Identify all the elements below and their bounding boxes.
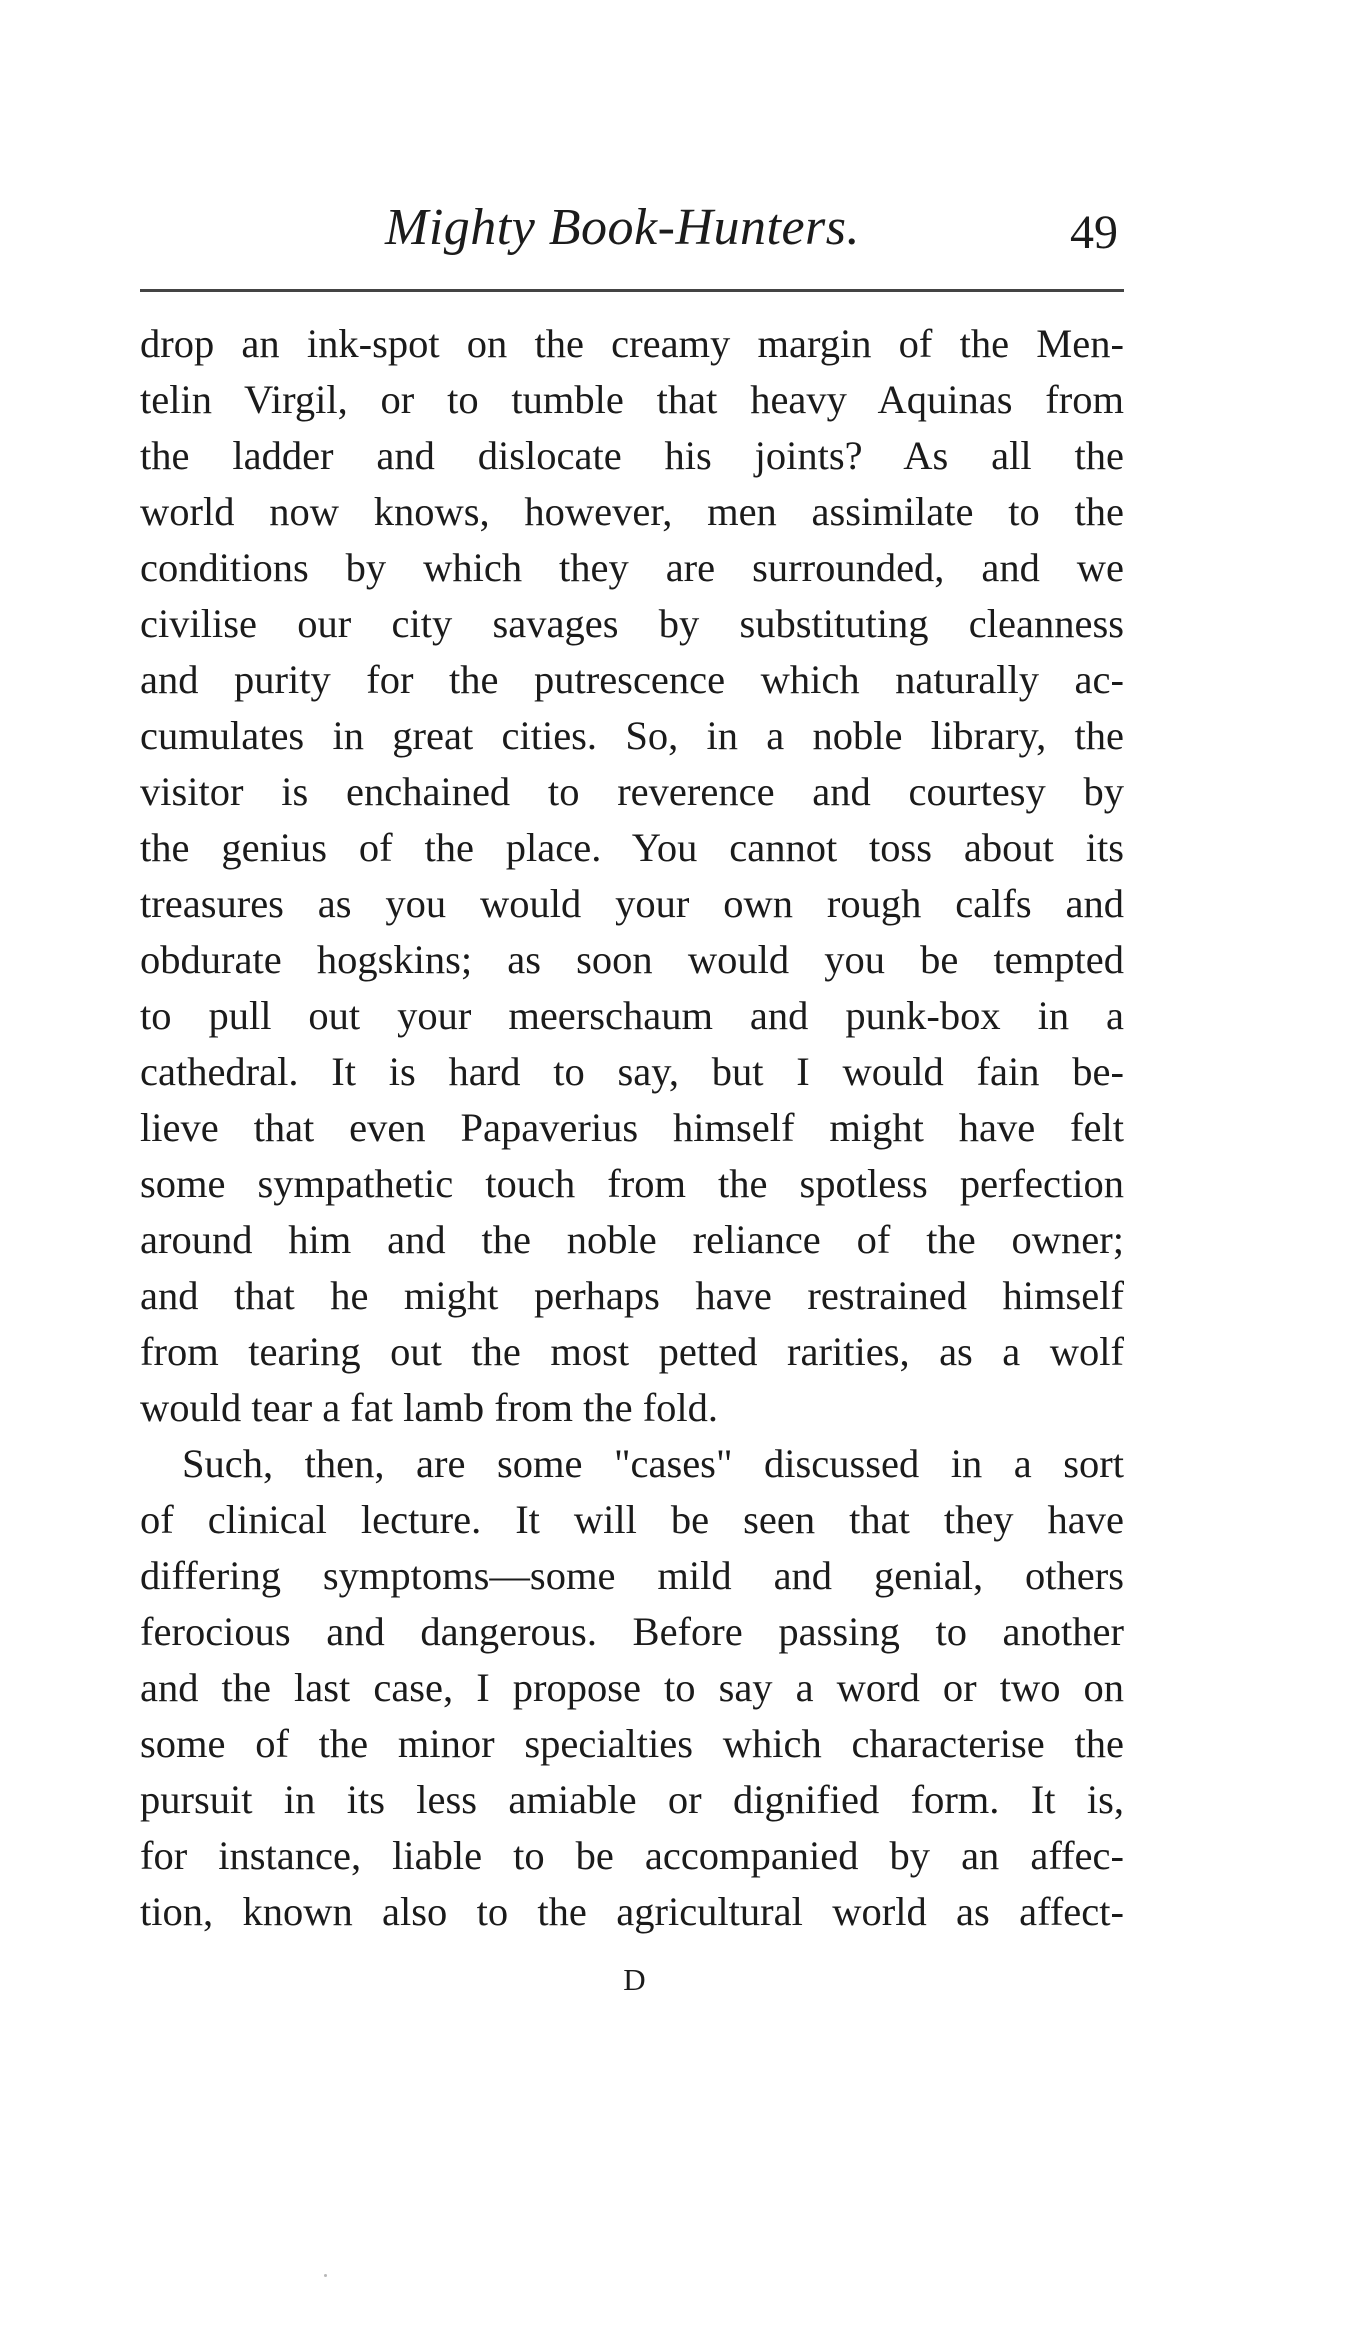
text-line: some of the minor specialties which characterise the [140,1721,1124,1766]
text-line: conditions by which they are surrounded, and we [140,545,1124,590]
text-line: of clinical lecture. It will be seen that they have [140,1497,1124,1542]
text-line: and the last case, I propose to say a word or two on [140,1665,1124,1710]
text-line: some sympathetic touch from the spotless perfection [140,1161,1124,1206]
text-line: to pull out your meerschaum and punk-box in a [140,993,1124,1038]
text-line: would tear a fat lamb from the fold. [140,1385,719,1430]
text-line: treasures as you would your own rough calfs and [140,881,1124,926]
header-rule [140,289,1124,292]
text-line: Such, then, are some "cases" discussed in a sort [182,1441,1124,1486]
text-line: world now knows, however, men assimilate to the [140,489,1124,534]
page-number: 49 [1070,206,1118,259]
body-text [140,316,1124,1940]
text-line: telin Virgil, or to tumble that heavy Aquinas from [140,377,1124,422]
signature-mark: D [623,1962,647,1997]
text-line: ferocious and dangerous. Before passing to another [140,1609,1124,1654]
text-line: the genius of the place. You cannot toss about its [140,825,1124,870]
running-head [140,198,1124,278]
text-line: and that he might perhaps have restrained himself [140,1273,1124,1318]
text-line: pursuit in its less amiable or dignified form. It is, [140,1777,1124,1822]
text-line: the ladder and dislocate his joints? As all the [140,433,1124,478]
text-line: and purity for the putrescence which naturally ac- [140,657,1124,702]
text-line: obdurate hogskins; as soon would you be tempted [140,937,1124,982]
text-line: for instance, liable to be accompanied by an affec- [140,1833,1124,1878]
paper-speck [324,2274,327,2277]
text-line: visitor is enchained to reverence and courtesy by [140,769,1124,814]
text-line: differing symptoms—some mild and genial, others [140,1553,1124,1598]
text-line: tion, known also to the agricultural world as affect- [140,1889,1124,1934]
text-line: from tearing out the most petted rarities, as a wolf [140,1329,1124,1374]
text-line: lieve that even Papaverius himself might have felt [140,1105,1124,1150]
text-line: cumulates in great cities. So, in a noble library, the [140,713,1124,758]
text-line: cathedral. It is hard to say, but I would fain be- [140,1049,1124,1094]
text-line: civilise our city savages by substituting cleanness [140,601,1124,646]
running-title: Mighty Book-Hunters. [385,199,861,256]
text-line: drop an ink-spot on the creamy margin of the Men- [140,321,1124,366]
text-line: around him and the noble reliance of the owner; [140,1217,1124,1262]
